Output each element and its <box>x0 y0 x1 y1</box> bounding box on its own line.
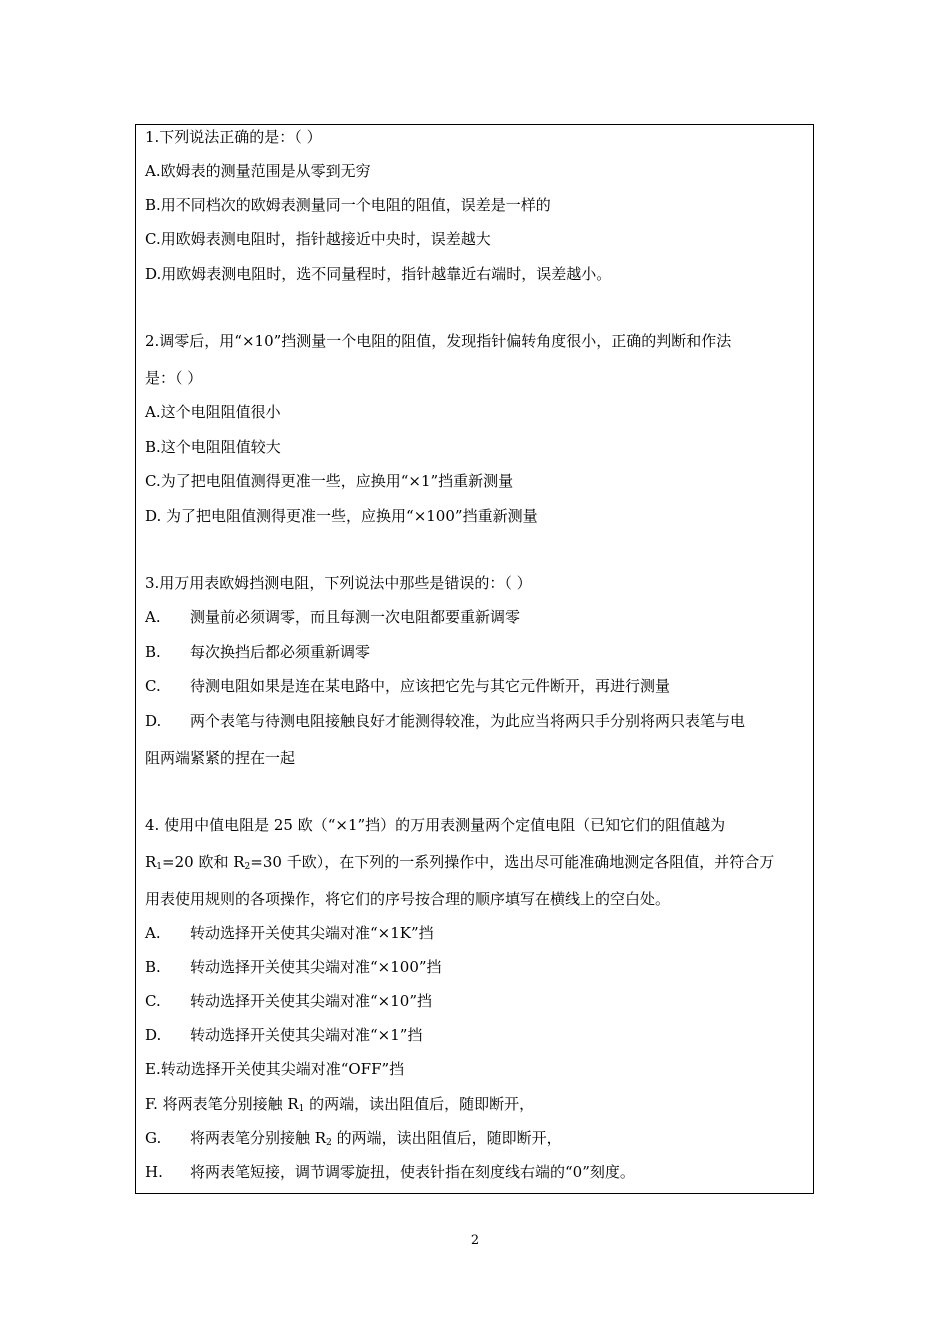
q4-option-d <box>145 1025 422 1045</box>
q2-option-b: B.这个电阻阻值较大 <box>145 438 281 456</box>
q4-r2-subscript: 2 <box>244 862 251 872</box>
q4-option-b-text: 转动选择开关使其尖端对准“×100”挡 <box>190 958 442 976</box>
q1-option-a: A.欧姆表的测量范围是从零到无穷 <box>145 162 371 180</box>
q4-option-g-subscript: 2 <box>326 1138 332 1148</box>
q4-option-d-letter: D. <box>145 1026 162 1044</box>
q4-stem-line1: 4. 使用中值电阻是 25 欧（“×1”挡）的万用表测量两个定值电阻（已知它们的阻值越为 <box>145 816 726 834</box>
page-number: 2 <box>470 1233 480 1248</box>
q4-option-a-letter: A. <box>145 924 161 942</box>
q3-option-d <box>145 711 745 731</box>
q1-option-c: C.用欧姆表测电阻时，指针越接近中央时，误差越大 <box>145 230 491 248</box>
q3-option-a <box>145 607 520 627</box>
q1-option-b: B.用不同档次的欧姆表测量同一个电阻的阻值，误差是一样的 <box>145 196 551 214</box>
q2-stem-line1: 2.调零后，用“×10”挡测量一个电阻的阻值，发现指针偏转角度很小，正确的判断和作法 <box>145 332 732 350</box>
q4-r1-symbol: R <box>145 853 157 871</box>
q4-option-b-letter: B. <box>145 958 161 976</box>
q3-option-c <box>145 676 670 696</box>
q4-option-c-letter: C. <box>145 992 161 1010</box>
q4-stem-line3: 用表使用规则的各项操作，将它们的序号按合理的顺序填写在横线上的空白处。 <box>145 890 671 908</box>
q4-option-g-letter: G. <box>145 1129 162 1147</box>
q4-stem-line2-rest: =30 千欧），在下列的一系列操作中，选出尽可能准确地测定各阻值，并符合万 <box>250 853 775 871</box>
q4-option-h-letter: H. <box>145 1163 163 1181</box>
q1-stem: 1.下列说法正确的是：（ ） <box>145 128 322 146</box>
q3-option-c-letter: C. <box>145 677 161 695</box>
q2-option-a: A.这个电阻阻值很小 <box>145 403 281 421</box>
q1-option-d: D.用欧姆表测电阻时，选不同量程时，指针越靠近右端时，误差越小。 <box>145 265 612 283</box>
q4-r1-subscript: 1 <box>156 862 163 872</box>
q3-option-a-text: 测量前必须调零，而且每测一次电阻都要重新调零 <box>190 608 521 626</box>
q3-option-c-text: 待测电阻如果是连在某电路中，应该把它先与其它元件断开，再进行测量 <box>190 677 671 695</box>
q3-option-d-line2: 阻两端紧紧的捏在一起 <box>145 749 296 767</box>
q4-option-c-text: 转动选择开关使其尖端对准“×10”挡 <box>190 992 432 1010</box>
q4-option-g-text-rest: 的两端，读出阻值后，随即断开， <box>331 1129 562 1147</box>
q4-option-g <box>145 1128 562 1148</box>
q3-stem: 3.用万用表欧姆挡测电阻，下列说法中那些是错误的：（ ） <box>145 574 532 592</box>
q4-option-h-text: 将两表笔短接，调节调零旋扭，使表针指在刻度线右端的“0”刻度。 <box>190 1163 635 1181</box>
q4-option-a <box>145 923 434 943</box>
q4-r1-value: =20 欧和 <box>162 853 234 871</box>
q4-option-f <box>145 1094 534 1114</box>
q4-option-a-text: 转动选择开关使其尖端对准“×1K”挡 <box>190 924 434 942</box>
q2-stem-line2: 是：（ ） <box>145 369 203 387</box>
q4-option-d-text: 转动选择开关使其尖端对准“×1”挡 <box>190 1026 423 1044</box>
q2-option-c: C.为了把电阻值测得更准一些，应换用“×1”挡重新测量 <box>145 472 514 490</box>
q3-option-b-letter: B. <box>145 643 161 661</box>
q4-option-c <box>145 991 432 1011</box>
q3-option-b-text: 每次换挡后都必须重新调零 <box>190 643 371 661</box>
q2-option-d: D. 为了把电阻值测得更准一些，应换用“×100”挡重新测量 <box>145 507 538 525</box>
q4-option-b <box>145 957 442 977</box>
q4-option-f-text: F. 将两表笔分别接触 R <box>145 1095 299 1113</box>
q4-option-f-text-rest: 的两端，读出阻值后，随即断开， <box>304 1095 535 1113</box>
q3-option-d-text: 两个表笔与待测电阻接触良好才能测得较准，为此应当将两只手分别将两只表笔与电 <box>190 712 746 730</box>
q3-option-b <box>145 642 370 662</box>
q4-option-h <box>145 1162 635 1182</box>
q4-r2-symbol: R <box>233 853 245 871</box>
q4-option-g-text: 将两表笔分别接触 R <box>190 1129 327 1147</box>
q4-option-e: E.转动选择开关使其尖端对准“OFF”挡 <box>145 1060 405 1078</box>
q4-stem-line2 <box>145 852 774 872</box>
q3-option-a-letter: A. <box>145 608 161 626</box>
q4-option-f-subscript: 1 <box>298 1104 305 1114</box>
q3-option-d-letter: D. <box>145 712 162 730</box>
